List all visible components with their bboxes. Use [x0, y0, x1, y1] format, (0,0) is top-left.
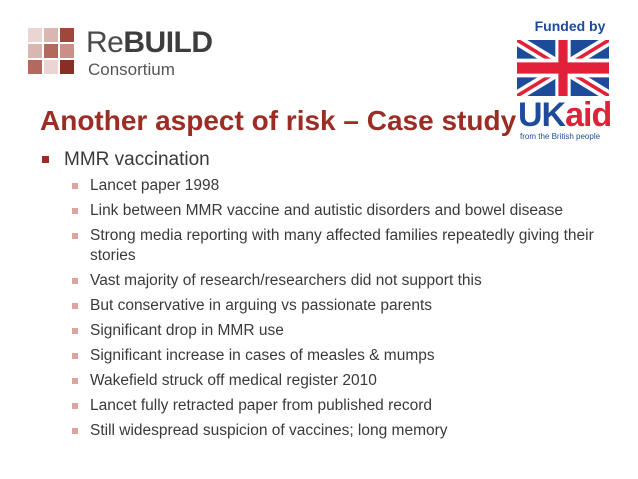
bullet-square-icon: [42, 156, 49, 163]
sub-bullet: [40, 321, 600, 341]
ukaid-logo: UKaid: [518, 96, 612, 134]
sub-bullet-text: Lancet fully retracted paper from published record: [90, 397, 433, 414]
main-bullet: [40, 148, 600, 172]
sub-bullet: [40, 176, 600, 196]
rebuild-logo: [28, 22, 248, 82]
sub-bullet-text: Lancet paper 1998: [90, 177, 220, 194]
bullet-square-icon: [72, 278, 78, 284]
sub-bullet: [40, 201, 600, 221]
funded-by-label: Funded by: [534, 18, 606, 34]
logo-mark-icon: [28, 28, 76, 76]
union-flag-icon: [517, 40, 609, 96]
sub-bullet-text: But conservative in arguing vs passionate parents: [90, 297, 433, 314]
bullet-square-icon: [72, 328, 78, 334]
main-bullet-text: MMR vaccination: [64, 149, 210, 170]
sub-bullet-text: Strong media reporting with many affected families repeatedly giving their stories: [90, 227, 594, 264]
sub-bullet: [40, 346, 600, 366]
sub-bullet: [40, 421, 600, 441]
sub-bullet-text: Still widespread suspicion of vaccines; long memory: [90, 422, 448, 439]
bullet-list: [40, 148, 600, 446]
bullet-square-icon: [72, 233, 78, 239]
sub-bullet: [40, 271, 600, 291]
logo-subtitle: Consortium: [88, 60, 175, 79]
ukaid-tagline: from the British people: [520, 132, 601, 141]
logo-wordmark: ReBUILD: [86, 26, 213, 59]
sub-bullet: [40, 296, 600, 316]
sub-bullet-text: Vast majority of research/researchers did not support this: [90, 272, 482, 289]
bullet-square-icon: [72, 378, 78, 384]
bullet-square-icon: [72, 428, 78, 434]
bullet-square-icon: [72, 303, 78, 309]
bullet-square-icon: [72, 403, 78, 409]
bullet-square-icon: [72, 183, 78, 189]
bullet-square-icon: [72, 353, 78, 359]
sub-bullet-text: Wakefield struck off medical register 2010: [90, 372, 377, 389]
sub-bullet-text: Significant increase in cases of measles & mumps: [90, 347, 435, 364]
sub-bullet-text: Significant drop in MMR use: [90, 322, 284, 339]
sub-bullet-list: [40, 176, 600, 441]
sub-bullet: [40, 371, 600, 391]
sub-bullet-text: Link between MMR vaccine and autistic disorders and bowel disease: [90, 202, 563, 219]
sub-bullet: [40, 226, 600, 266]
slide-title: Another aspect of risk – Case study: [40, 105, 517, 136]
sub-bullet: [40, 396, 600, 416]
bullet-square-icon: [72, 208, 78, 214]
